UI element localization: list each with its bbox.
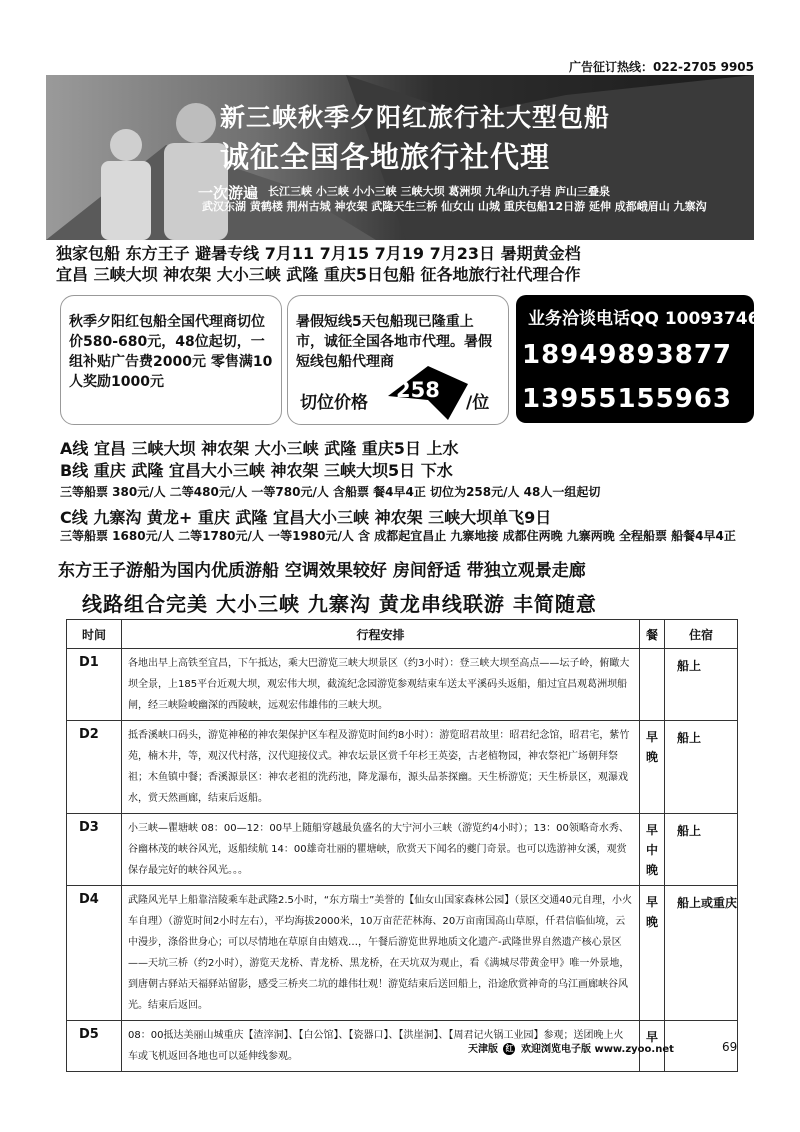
table-row	[67, 886, 738, 1021]
plan-cell: 小三峡—瞿塘峡 08：00—12：00早上随船穿越最负盛名的大宁河小三峡（游览约4小时）；13：00领略奇水秀、谷幽林茂的峡谷风光，返船续航 14：00雄奇壮丽的瞿塘峡，欣赏天下闻名的夔门奇景。也可以选游神女溪，观赏保存最完好的峡谷风光。。。	[122, 814, 640, 886]
website-label[interactable]: 欢迎浏览电子版 www.zyoo.net	[520, 1044, 674, 1055]
meal-cell: 早晚	[640, 721, 665, 814]
stay-cell: 船上	[665, 649, 738, 721]
itinerary-table	[66, 619, 738, 1072]
edition-label: 天津版	[468, 1044, 498, 1055]
cut-price-value: 258	[396, 378, 440, 402]
slogan-1: 东方王子游船为国内优质游船 空调效果较好 房间舒适 带独立观景走廊	[58, 561, 586, 581]
meal-cell: 早中晚	[640, 814, 665, 886]
banner-line-2: 宜昌 三峡大坝 神农架 大小三峡 武隆 重庆5日包船 征各地旅行社代理合作	[56, 265, 581, 284]
cut-price-label: 切位价格	[300, 393, 368, 413]
contact-title: 业务洽谈电话QQ 1009374600	[528, 309, 784, 329]
table-row	[67, 721, 738, 814]
stay-cell: 船上	[665, 814, 738, 886]
page-number: 69	[722, 1040, 738, 1054]
day-cell: D1	[67, 649, 122, 721]
plan-cell: 武隆风光早上船靠涪陵乘车赴武隆2.5小时，“东方瑞士”美誉的【仙女山国家森林公园】（景区交通40元自理，小火车自理）（游览时间2小时左右），平均海拔2000米，10万亩茫茫林海、20万亩南国高山草原，仟君信临仙境，云中漫步，涤俗世身心；可以尽情地在草原自由嬉戏…，午餐后游览世界地质文化遗产-武隆世界自然遗产核心景区——天坑三桥（约2小时），游览天龙桥、青龙桥、黑龙桥，在天坑双为观止，看《满城尽带黄金甲》唯一外景地，到唐朝古驿站天福驿站留影，感受三桥夹二坑的雄伟壮观！游览结束后送回船上，沿途欣赏神奇的乌江画廊峡谷风光。结束后返回。	[122, 886, 640, 1021]
meal-cell	[640, 649, 665, 721]
line-b: B线 重庆 武隆 宜昌大小三峡 神农架 三峡大坝5日 下水	[60, 461, 453, 480]
day-cell: D5	[67, 1021, 122, 1072]
agent-offer-text: 秋季夕阳红包船全国代理商切位价580-680元，48位起切，一组补贴广告费2000元 零售满10人奖励1000元	[69, 314, 273, 390]
meal-cell: 早	[640, 1021, 665, 1072]
line-c: C线 九寨沟 黄龙+ 重庆 武隆 宜昌大小三峡 神农架 三峡大坝单飞9日	[60, 508, 552, 527]
table-row	[67, 814, 738, 886]
hero-subtitle: 诚征全国各地旅行社代理	[220, 140, 551, 174]
line-c-price: 三等船票 1680元/人 二等1780元/人 一等1980元/人 含 成都起宜昌止 九寨地接 成都住两晚 九寨两晚 全程船票 船餐4早4正	[60, 529, 736, 543]
day-cell: D2	[67, 721, 122, 814]
red-badge-icon: 红	[505, 1044, 514, 1053]
footer-info	[468, 1040, 674, 1055]
plan-cell: 各地出早上高铁至宜昌，下午抵达，乘大巴游览三峡大坝景区（约3小时）：登三峡大坝至高点——坛子岭，俯瞰大坝全景，上185平台近观大坝，观宏伟大坝，截流纪念园游览参观结束车送太平溪码头返船，船过宜昌观葛洲坝船闸，经三峡险峻幽深的西陵峡，远观宏伟雄伟的三峡大坝。	[122, 649, 640, 721]
slogan-2: 线路组合完美 大小三峡 九寨沟 黄龙串线联游 丰简随意	[82, 592, 597, 616]
header-meal: 餐	[640, 620, 665, 649]
day-cell: D4	[67, 886, 122, 1021]
cut-price-unit: /位	[466, 393, 490, 413]
phone-1[interactable]: 18949893877	[522, 340, 732, 370]
line-a: A线 宜昌 三峡大坝 神农架 大小三峡 武隆 重庆5日 上水	[60, 439, 459, 458]
table-row	[67, 649, 738, 721]
stay-cell: 船上	[665, 721, 738, 814]
hero-routes: 长江三峡 小三峡 小小三峡 三峡大坝 葛洲坝 九华山九子岩 庐山三叠泉	[268, 185, 610, 198]
hero-lead: 一次游遍	[198, 184, 259, 202]
header-stay: 住宿	[665, 620, 738, 649]
banner-line-1: 独家包船 东方王子 避暑专线 7月11 7月15 7月19 7月23日 暑期黄金档	[56, 244, 581, 263]
table-header-row	[67, 620, 738, 649]
summer-offer-text: 暑假短线5天包船现已隆重上市，诚征全国各地市代理。暑假短线包船代理商	[296, 314, 492, 370]
meal-cell: 早晚	[640, 886, 665, 1021]
header-plan: 行程安排	[122, 620, 640, 649]
plan-cell: 08：00抵达美丽山城重庆【渣滓洞】、【白公馆】、【瓷器口】、【洪崖洞】、【周君记火锅工业园】参观；送团晚上火车或飞机返回各地也可以延伸线参观。	[122, 1021, 640, 1072]
hero-routes-2: 武汉东湖 黄鹤楼 荆州古城 神农架 武隆天生三桥 仙女山 山城 重庆包船12日游 延伸 成都峨眉山 九寨沟	[202, 200, 707, 213]
hotline: 广告征订热线：022-2705 9905	[568, 60, 754, 74]
hero-title: 新三峡秋季夕阳红旅行社大型包船	[220, 103, 611, 132]
stay-cell: 船上或重庆	[665, 886, 738, 1021]
phone-2[interactable]: 13955155963	[522, 384, 732, 414]
header-time: 时间	[67, 620, 122, 649]
plan-cell: 抵香溪峡口码头，游览神秘的神农架保护区车程及游览时间约8小时）：游览昭君故里：昭君纪念馆，昭君宅，紫竹苑，楠木井，等，观汉代村落，汉代迎接仪式。神农坛景区赏千年杉王英姿，古老植物园，神农祭祀广场朝拜祭祖；木鱼镇中餐；香溪源景区：神农老祖的洗药池，降龙瀑布，源头品茶探幽。天生桥游览；天生桥景区，观瀑戏水，赏天然画廊，结束后返船。	[122, 721, 640, 814]
line-b-price: 三等船票 380元/人 二等480元/人 一等780元/人 含船票 餐4早4正 切位为258元/人 48人一组起切	[60, 485, 601, 499]
day-cell: D3	[67, 814, 122, 886]
agent-offer-box	[60, 295, 282, 425]
